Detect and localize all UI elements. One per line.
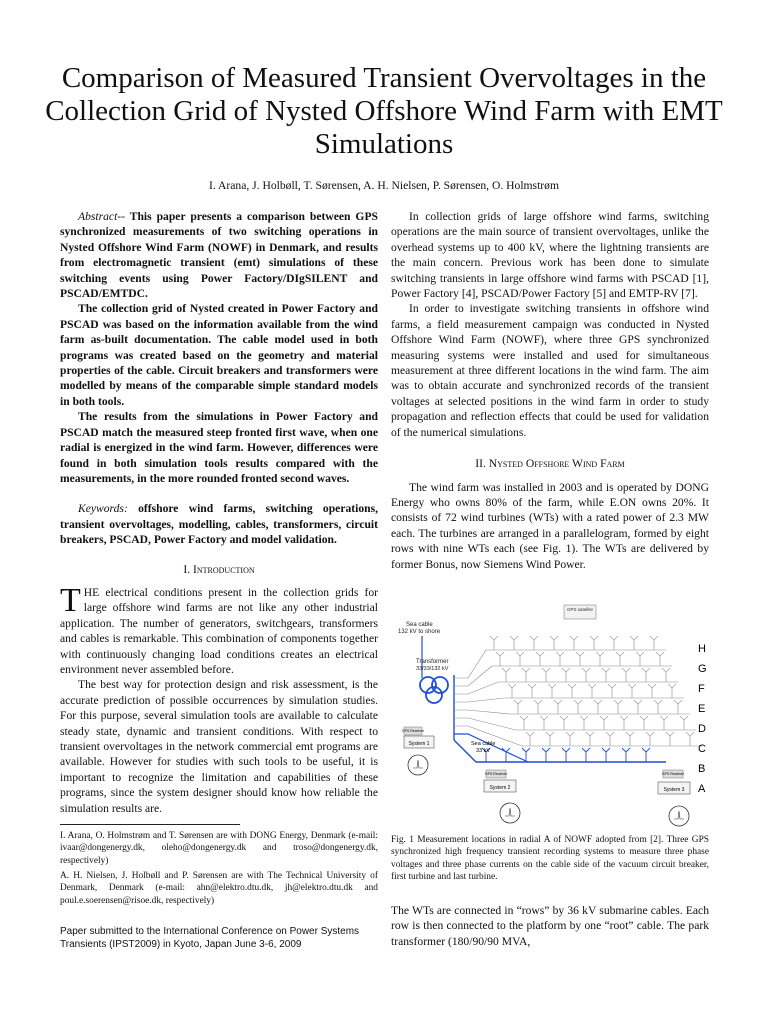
scope-3-icon [669,806,689,826]
row-label: H [698,643,706,655]
footnote-rule [60,824,240,825]
gps-receiver-label-3: GPS Receiver [661,772,685,776]
left-column [60,209,378,816]
footnote-dong: I. Arana, O. Holmstrøm and T. Sørensen are with DONG Energy, Denmark (e-mail: ivaar@dongenergy.dk, oleho@dongenergy.dk and troso@dongenergy.dk, respectively) [60,831,378,866]
system-1-label: System 1 [408,741,430,747]
right-p1: In collection grids of large offshore wind farms, switching operations are the main source of transient overvoltages, unlike the overhead systems up to 400 kV, where the lightning transients are the main concern. Previous work has been done to simulate switching transients in large offshore wind farms with PSCAD [1], Power Factory [4], PSCAD/Power Factory [5] and EMTP-RV [7]. [391,210,709,301]
abstract-p2: The collection grid of Nysted created in Power Factory and PSCAD was based on the information available from the wind farm as-built documentation. The cable model used in both programs was created based on the geometry and material properties of the cable. Circuit breakers and transformers were modelled by means of the comparable simple standard models in both tools. [60,302,378,408]
row-label: D [698,723,706,735]
abstract-label: Abstract-- [78,210,126,223]
right-p4: The WTs are connected in “rows” by 36 kV submarine cables. Each row is then connected to the platform by one “root” cable. The park transformer (180/90/90 MVA, [391,904,709,948]
sea-cable-label-1: Sea cable [406,622,433,628]
transformer-label-1: Transformer [416,659,449,665]
system-2-label: System 2 [489,785,511,791]
scope-1-icon [408,755,428,775]
row-label: A [698,783,706,795]
sea-cable-33-label-2: 33 kV [476,748,491,754]
row-label: B [698,763,706,775]
paper-title: Comparison of Measured Transient Overvoltages in the Collection Grid of Nysted Offshore Wind Farm with EMT Simulations [45,62,723,160]
scope-2-icon [500,803,520,823]
row-label: G [698,663,707,675]
right-p3: The wind farm was installed in 2003 and is operated by DONG Energy who owns 80% of the farm, while E.ON owns 20%. It consists of 72 wind turbines (WTs) with a rated power of 2.3 MW each. The turbines are arranged in a parallelogram, formed by eight rows with nine WTs each (see Fig. 1). The WTs are delivered by former Bonus, now Siemens Wind Power. [391,480,709,571]
right-p2: In order to investigate switching transients in offshore wind farms, a field measurement campaign was conducted in Nysted Offshore Wind Farm (NOWF), where three GPS synchronized measuring systems were installed and used for simultaneous measurement at three different locations in the wind farm. The aim was to obtain accurate and synchronized records of the transient voltages at selected positions in the wind farm in order to study propagation and reflection effects that could be used for validation of the numerical simulations. [391,302,709,439]
abstract-p3: The results from the simulations in Power Factory and PSCAD match the measured steep fronted first wave, when one radial is energized in the wind farm. However, differences were found in both simulation tools results compared with the measurements, in the more rounded fronted second waves. [60,410,378,485]
gps-receiver-label-1: GPS Receiver [401,729,425,733]
intro-p1 [60,581,378,677]
figure-1-wind-farm-diagram [396,600,712,828]
abstract-text: This paper presents a comparison between GPS synchronized measurements of two switching operations in Nysted Offshore Wind Farm (NOWF) in Denmark, and results from electromagnetic transient (emt) simulations of these switching events using Power Factory/DIgSILENT and PSCAD/EMTDC. [60,210,378,301]
row-label: C [698,743,706,755]
section-heading-nysted: II. Nysted Offshore Wind Farm [475,457,625,471]
system-3-label: System 3 [663,787,685,793]
keywords-text: offshore wind farms, switching operations, transient overvoltages, modelling, cables, transformers, circuit breakers, PSCAD, Power Factory and model validation. [60,502,378,547]
footnote-dtu: A. H. Nielsen, J. Holbøll and P. Sørensen are with The Technical University of Denmark, Denmark (e-mail: ahn@elektro.dtu.dk, jh@elektro.dtu.dk and poul.e.soerensen@risoe.dk, respectively) [60,871,378,906]
author-list: I. Arana, J. Holbøll, T. Sørensen, A. H. Nielsen, P. Sørensen, O. Holmstrøm [209,179,559,192]
transformer-label-2: 33/33/132 kV [416,666,449,672]
sea-cable-33-label-1: Sea cable [471,741,496,747]
intro-p2: The best way for protection design and risk assessment, is the accurate prediction of possible occurrences by simulation studies. For this purpose, several simulation tools are available to calculate steady state, dynamic and transient conditions. With respect to transient overvoltages in the network commercial emt programs are available. However for studies with such tools to be useful, it is important to recognize the limitation and capabilities of these programs, since the system designer should know how reliable the simulation results are. [60,678,378,815]
sea-cable-label-2: 132 kV to shore [398,629,441,635]
right-column [391,209,709,572]
intro-p1-text: HE electrical conditions present in the collection grids for large offshore wind farms are not like any other industrial application. The number of generators, switchgears, transformers and cables is remarkable. This combination of components together with continuously changing load conditions creates an electrical environment never assembled before. [60,585,378,676]
gps-satellite-label: GPS satellite [566,607,594,612]
submission-note: Paper submitted to the International Conference on Power Systems Transients (IPST2009) in Kyoto, Japan June 3-6, 2009 [60,926,360,950]
keywords [60,501,378,547]
gps-receiver-label-2: GPS Receiver [484,772,508,776]
section-heading-introduction: I. Introduction [183,562,255,576]
keywords-label: Keywords: [78,502,128,516]
row-label: E [698,703,706,715]
drop-cap: T [60,581,81,619]
row-label: F [698,683,705,695]
figure-1-caption: Fig. 1 Measurement locations in radial A of NOWF adopted from [2]. Three GPS synchronized high frequency transient recording systems to measure three phase voltages and three phase currents on the cable side of the vacuum circuit breaker, first turbine and last turbine. [391,835,709,883]
abstract-p1 [60,209,378,301]
